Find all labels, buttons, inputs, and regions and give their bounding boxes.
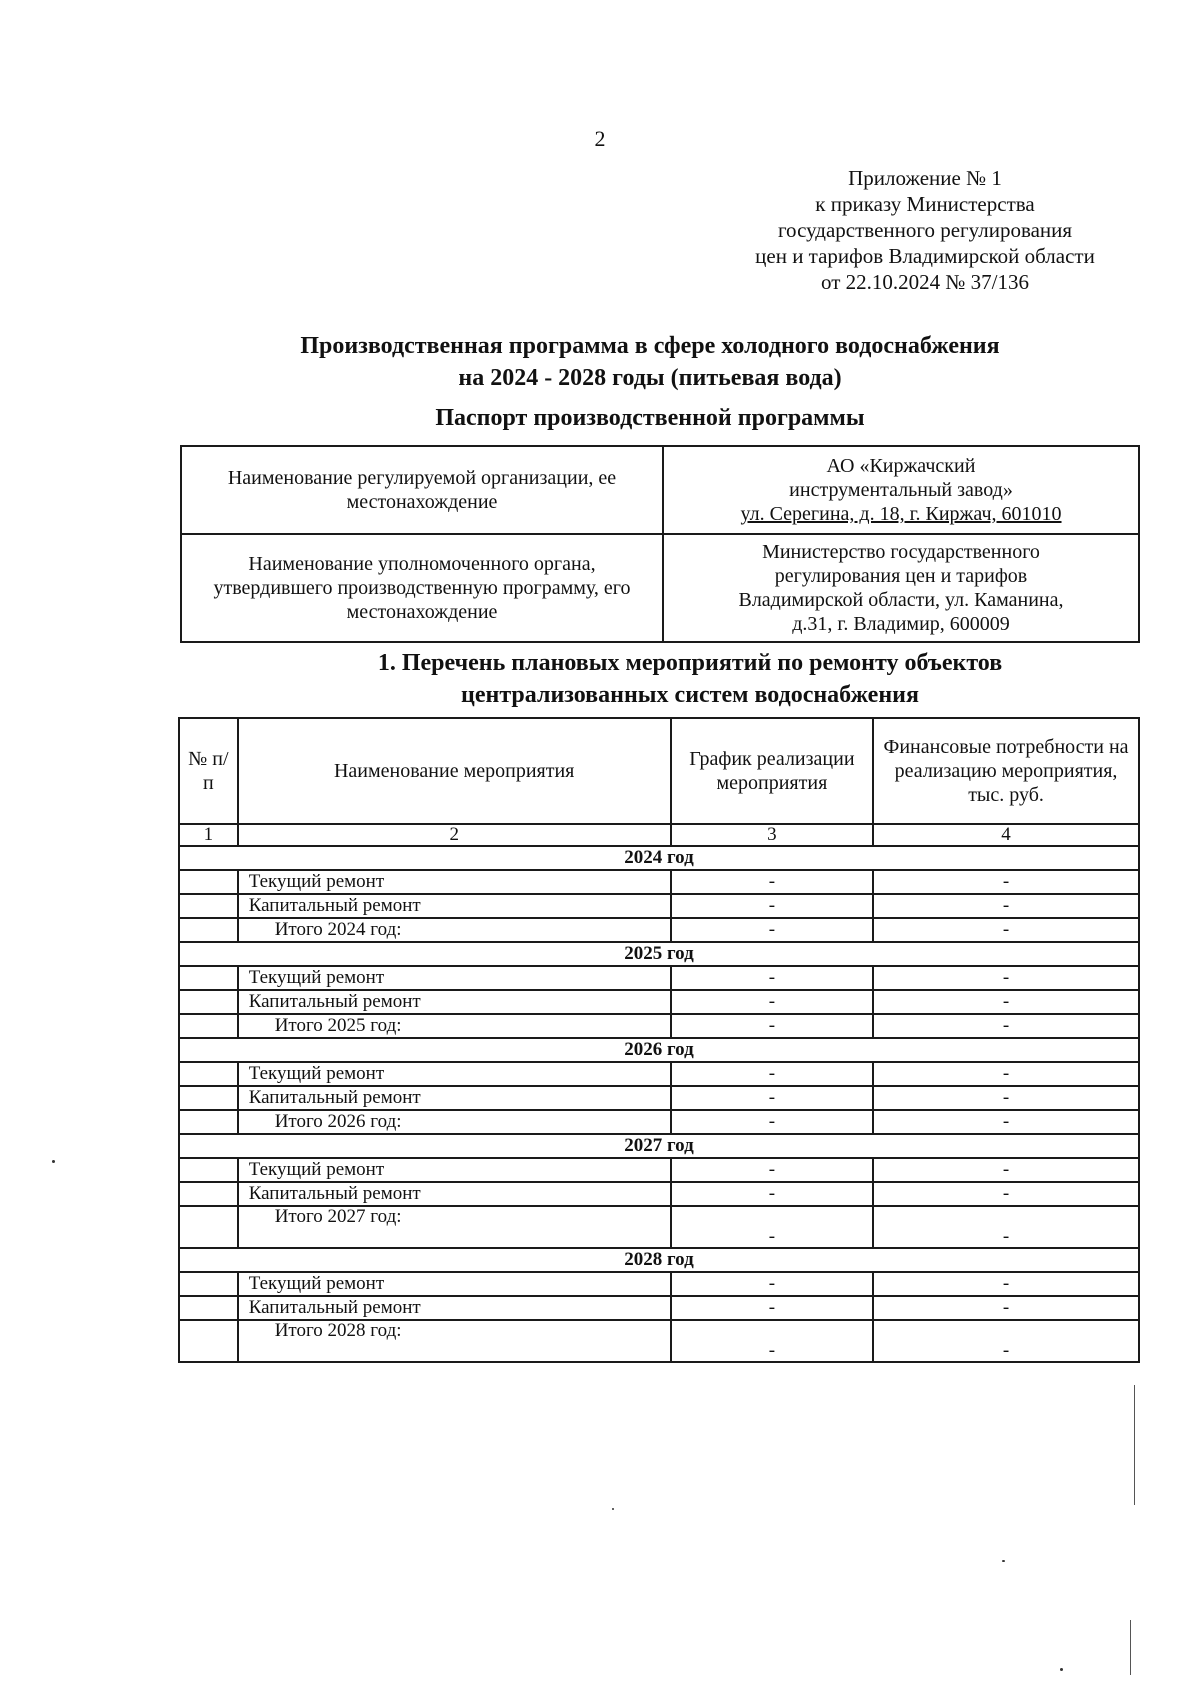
scan-speck	[612, 1508, 614, 1510]
column-numbers-row	[179, 824, 1139, 846]
total-row	[179, 1014, 1139, 1038]
schedule-value: -	[671, 1110, 873, 1134]
schedule-value: -	[671, 894, 873, 918]
header-finance: Финансовые потребности на реализацию мероприятия, тыс. руб.	[873, 718, 1139, 824]
year-label: 2028 год	[179, 1248, 1139, 1272]
year-label: 2027 год	[179, 1134, 1139, 1158]
appendix-line: Приложение № 1	[848, 166, 1002, 190]
table-row	[179, 990, 1139, 1014]
year-label: 2025 год	[179, 942, 1139, 966]
table-header-row	[179, 718, 1139, 824]
year-label: 2024 год	[179, 846, 1139, 870]
year-row	[179, 1134, 1139, 1158]
finance-value: -	[873, 1182, 1139, 1206]
schedule-value: -	[671, 1062, 873, 1086]
finance-value: -	[873, 1158, 1139, 1182]
finance-value: -	[873, 894, 1139, 918]
measure-name: Текущий ремонт	[238, 1158, 671, 1182]
appendix-line: цен и тарифов Владимирской области	[755, 244, 1095, 268]
year-row	[179, 846, 1139, 870]
schedule-value: -	[671, 990, 873, 1014]
schedule-value: -	[671, 1182, 873, 1206]
total-row	[179, 1110, 1139, 1134]
schedule-value: -	[671, 1086, 873, 1110]
finance-value: -	[873, 966, 1139, 990]
measure-name: Текущий ремонт	[238, 870, 671, 894]
finance-value: -	[873, 1320, 1139, 1362]
page-number: 2	[594, 126, 606, 151]
measure-name: Капитальный ремонт	[238, 1182, 671, 1206]
scan-speck	[1060, 1668, 1063, 1671]
schedule-value: -	[671, 1206, 873, 1248]
finance-value: -	[873, 918, 1139, 942]
table-row	[179, 1296, 1139, 1320]
total-row	[179, 918, 1139, 942]
year-row	[179, 1248, 1139, 1272]
document-title-line-2: на 2024 - 2028 годы (питьевая вода)	[458, 365, 842, 391]
column-number: 2	[238, 824, 671, 846]
passport-value-line: ул. Серегина, д. 18, г. Киржач, 601010	[740, 503, 1062, 525]
table-row	[179, 1086, 1139, 1110]
year-row	[179, 1038, 1139, 1062]
total-row	[179, 1320, 1139, 1362]
passport-row-authority	[181, 534, 1139, 642]
header-measure-name: Наименование мероприятия	[238, 718, 671, 824]
column-number: 4	[873, 824, 1139, 846]
appendix-line: к приказу Министерства	[815, 192, 1035, 216]
schedule-value: -	[671, 870, 873, 894]
appendix-block	[735, 165, 1115, 295]
scan-speck	[52, 1160, 55, 1163]
table-row	[179, 1272, 1139, 1296]
appendix-line: государственного регулирования	[777, 218, 1073, 242]
finance-value: -	[873, 990, 1139, 1014]
measure-name: Капитальный ремонт	[238, 1296, 671, 1320]
section-title-line-2: централизованных систем водоснабжения	[461, 682, 919, 708]
schedule-value: -	[671, 918, 873, 942]
year-row	[179, 942, 1139, 966]
schedule-value: -	[671, 1158, 873, 1182]
column-number: 1	[179, 824, 238, 846]
schedule-value: -	[671, 1272, 873, 1296]
total-row	[179, 1206, 1139, 1248]
measure-name: Текущий ремонт	[238, 1062, 671, 1086]
passport-value	[663, 446, 1139, 534]
measure-name: Капитальный ремонт	[238, 894, 671, 918]
document-title	[180, 330, 1120, 394]
finance-value: -	[873, 1014, 1139, 1038]
passport-title: Паспорт производственной программы	[435, 405, 865, 431]
total-label: Итого 2025 год:	[238, 1014, 671, 1038]
total-label: Итого 2028 год:	[238, 1320, 671, 1362]
table-row	[179, 1158, 1139, 1182]
section-title-line-1: 1. Перечень плановых мероприятий по ремонту объектов	[377, 650, 1003, 676]
column-number: 3	[671, 824, 873, 846]
finance-value: -	[873, 1086, 1139, 1110]
schedule-value: -	[671, 1320, 873, 1362]
year-label: 2026 год	[179, 1038, 1139, 1062]
finance-value: -	[873, 870, 1139, 894]
table-row	[179, 1182, 1139, 1206]
passport-value-line: Владимирской области, ул. Каманина,	[738, 589, 1064, 611]
section-1-title	[250, 647, 1130, 711]
scan-speck	[1002, 1560, 1005, 1562]
passport-value-line: регулирования цен и тарифов	[774, 565, 1028, 587]
passport-value	[663, 534, 1139, 642]
measure-name: Текущий ремонт	[238, 1272, 671, 1296]
finance-value: -	[873, 1062, 1139, 1086]
passport-label: Наименование уполномоченного органа, утвердившего производственную программу, его местонахождение	[181, 534, 663, 642]
passport-value-line: Министерство государственного	[762, 541, 1040, 563]
schedule-value: -	[671, 1014, 873, 1038]
document-title-line-1: Производственная программа в сфере холодного водоснабжения	[300, 333, 1000, 359]
schedule-value: -	[671, 1296, 873, 1320]
measure-name: Капитальный ремонт	[238, 990, 671, 1014]
total-label: Итого 2026 год:	[238, 1110, 671, 1134]
measures-table	[178, 717, 1140, 1363]
total-label: Итого 2027 год:	[238, 1206, 671, 1248]
measure-name: Капитальный ремонт	[238, 1086, 671, 1110]
passport-row-organization	[181, 446, 1139, 534]
scan-edge-mark	[1130, 1620, 1131, 1675]
finance-value: -	[873, 1272, 1139, 1296]
finance-value: -	[873, 1110, 1139, 1134]
table-row	[179, 966, 1139, 990]
measure-name: Текущий ремонт	[238, 966, 671, 990]
finance-value: -	[873, 1296, 1139, 1320]
passport-table	[180, 445, 1140, 643]
finance-value: -	[873, 1206, 1139, 1248]
passport-value-line: АО «Киржачский	[826, 455, 976, 477]
appendix-line: от 22.10.2024 № 37/136	[820, 270, 1030, 294]
passport-label: Наименование регулируемой организации, ее местонахождение	[181, 446, 663, 534]
total-label: Итого 2024 год:	[238, 918, 671, 942]
header-schedule: График реализации мероприятия	[671, 718, 873, 824]
passport-value-line: инструментальный завод»	[789, 479, 1013, 501]
passport-value-line: д.31, г. Владимир, 600009	[792, 613, 1010, 635]
table-row	[179, 894, 1139, 918]
schedule-value: -	[671, 966, 873, 990]
table-row	[179, 870, 1139, 894]
table-row	[179, 1062, 1139, 1086]
header-number: № п/п	[179, 718, 238, 824]
scan-edge-mark	[1134, 1385, 1135, 1505]
